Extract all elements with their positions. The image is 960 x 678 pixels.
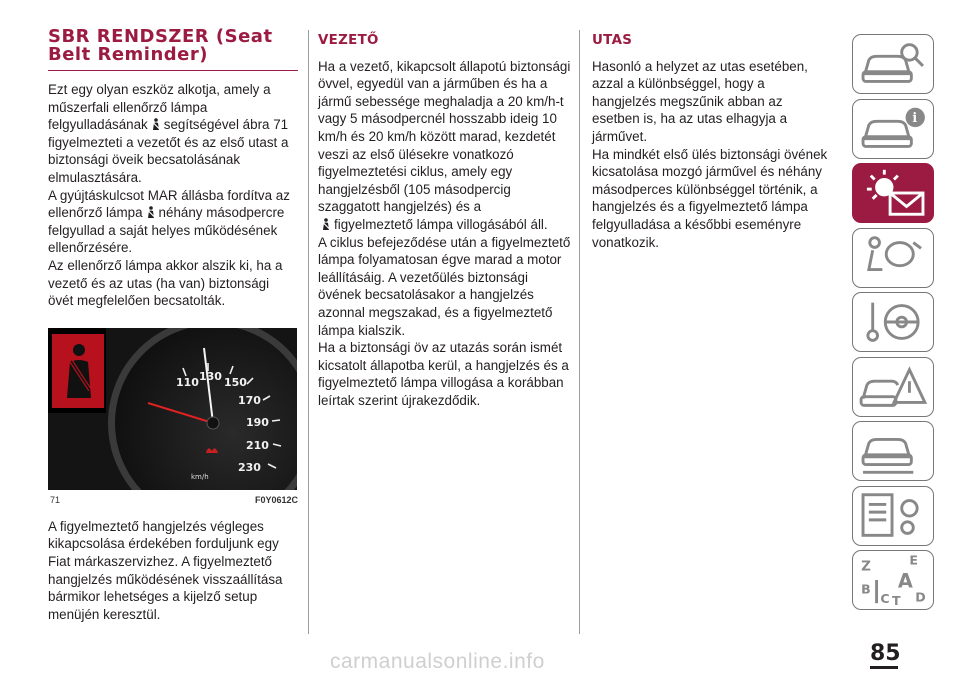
airbag-seat-icon [853,229,933,287]
key-steering-wheel-icon [853,293,933,351]
index-letter: Z [861,558,871,575]
paragraph: Az ellenőrző lámpa akkor alszik ki, ha a vezető és az utas (ha van) biztonsági övét megfelelően becsatolták. [48,257,283,309]
tick-label: 170 [238,393,261,407]
settings-list-icon [853,487,933,545]
index-letter: E [909,552,919,568]
tick-label: 130 [199,369,222,383]
car-search-icon [853,35,933,93]
tab-emergency[interactable] [852,357,934,417]
index-letter: A [897,569,913,593]
tick-label: 110 [176,375,199,389]
tab-maintenance[interactable] [852,421,934,481]
text-segment: segítségével ábra 71 figyelmezteti a vezetőt és az első utast a biztonsági öveik becsatolásának elmulasztására. [48,117,289,185]
column-divider [308,30,309,634]
tick-label: 210 [246,438,269,452]
text-segment: Ezt egy olyan eszköz alkotja, amely a műszerfali ellenőrző lámpa felgyulladásának [48,82,271,133]
paragraph: A figyelmeztető hangjelzés végleges kikapcsolása érdekében forduljunk egy Fiat márkaszervizhez. A figyelmeztető hangjelzés működésének visszaállítása bármikor lehetséges a kijelző setup menüjén keresztül. [48,518,283,622]
section-heading: UTAS [592,33,633,48]
index-letter: D [915,589,926,605]
car-warning-triangle-icon [853,358,933,416]
text-segment: figyelmeztető lámpa villogásából áll. [334,216,548,232]
text-segment: A gyújtáskulcsot MAR állásba fordítva az ellenőrző lámpa [48,187,290,221]
watermark: carmanualsonline.info [330,650,545,673]
tab-warning-lights[interactable] [852,163,934,223]
chapter-tabs [852,34,938,615]
text-segment: Ha a vezető, kikapcsolt állapotú biztonsági övvel, egyedül van a járműben és ha a jármű sebessége meghaladja a 20 km/h-t vagy 5 másodpercnél hosszabb ideig 10 km/h és 20 km/h között marad, kezdetét veszi az első ülésekre vonatkozó figyelmeztetési ciklus, amely egy hangjelzésből (105 másodpercig szaggatott hangjelzés) és a [318,58,571,215]
tab-starting-driving[interactable] [852,292,934,352]
paragraph: Hasonló a helyzet az utas esetében, azzal a különbséggel, hogy a hangjelzés megszűnik abban az esetben is, ha az utas elhagyja a járművet. [592,58,808,144]
tick-label: 150 [224,375,247,389]
section-heading: VEZETŐ [318,33,379,48]
seatbelt-warning-icon [320,218,332,231]
seatbelt-warning-icon [150,118,162,131]
figure-caption [48,490,298,506]
column-divider [579,30,580,634]
tab-car-info[interactable] [852,99,934,159]
column-sbr [48,28,298,623]
page-number-underline [870,666,898,669]
column-vezeto [318,28,574,409]
tab-car-search[interactable] [852,34,934,94]
paragraph [48,81,298,187]
tick-label: 230 [238,460,261,474]
tab-index[interactable] [852,550,934,610]
text-segment: néhány másodpercre felgyullad a saját helyes működésének ellenőrzésére. [48,205,285,256]
tab-safety[interactable] [852,228,934,288]
paragraph [318,58,574,234]
section-title: SBR RENDSZER (Seat Belt Reminder) [48,28,298,71]
paragraph: A ciklus befejeződése után a figyelmeztető lámpa folyamatosan égve marad a motor leállításáig. A vezetőülés biztonsági övének becsatolásakor a hangjelzés azonnal megszakad, és a figyelmeztető lámpa kialszik. [318,234,571,338]
index-letter: B [861,581,871,597]
figure-code: F0Y0612C [254,494,298,505]
paragraph [48,187,298,257]
page-number: 85 [870,641,901,666]
index-letter: T [892,593,901,609]
figure-dashboard [48,328,297,490]
tick-label: 190 [246,415,269,429]
column-utas [592,28,832,251]
paragraph: Ha mindkét első ülés biztonsági övének kicsatolása mozgó járművel és néhány másodperces különbséggel történik, a hangjelzés és a figyelmeztető lámpa felgyulladása a későbbi eseményre vonatkozik. [592,146,828,250]
index-letter: C [880,591,890,607]
svg-text:i: i [912,109,918,125]
gauge-unit: km/h [191,472,209,481]
figure-number: 71 [50,494,61,505]
paragraph: Ha a biztonsági öv az utazás során ismét kicsatolt állapotba kerül, a hangjelzés és a figyelmeztető lámpa villogása a korábban leírtak szerint újrakezdődik. [318,340,569,408]
speedometer-image [48,328,297,490]
tab-technical-data[interactable] [852,486,934,546]
warning-light-message-icon [853,164,933,222]
alphabet-index-icon [853,551,933,609]
seatbelt-warning-icon [145,206,157,219]
car-info-icon [853,100,933,158]
car-service-icon [853,422,933,480]
